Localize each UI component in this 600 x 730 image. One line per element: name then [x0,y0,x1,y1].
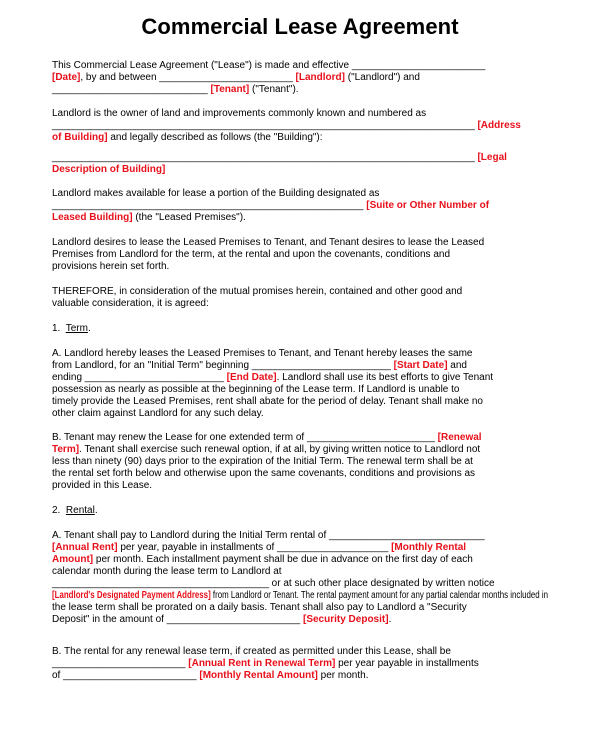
text-segment: per month. Each installment payment shall be due in advance on the first day of each [93,554,473,565]
text-segment: ________________________ [52,658,189,669]
placeholder-field-label: [Address [477,120,521,131]
text-line [52,602,467,614]
text-segment: calendar month during the lease term to Landlord at [52,566,282,577]
text-segment: per year payable in installments [335,658,479,669]
placeholder-field-label: [Suite or Other Number of [366,200,490,211]
text-segment: ____________________________________________________________________________ [52,120,478,131]
text-segment: per year, payable in installments of ____________________ [117,542,392,553]
placeholder-field-label: Term] [52,444,80,455]
text-line [52,590,548,602]
text-segment: B. Tenant may renew the Lease for one extended term of _______________________ [52,432,438,443]
text-line [52,396,483,408]
text-line [52,384,459,396]
text-segment: . [388,614,392,625]
text-segment: A. Landlord hereby leases the Leased Premises to Tenant, and Tenant hereby leases the same [52,348,473,359]
text-line [52,348,472,360]
text-segment: ________________________________________________________ [52,200,367,211]
text-line [52,658,479,670]
text-segment: ("Tenant"). [249,84,299,95]
text-line [52,578,495,590]
placeholder-field-label: [Monthly Rental Amount] [199,670,318,681]
text-segment: Landlord makes available for lease a portion of the Building designated as [52,188,380,199]
text-segment: Landlord desires to lease the Leased Premises to Tenant, and Tenant desires to lease the Leased [52,237,485,248]
text-line [52,249,450,261]
text-line [52,261,169,273]
text-segment: B. The rental for any renewal lease term, if created as permitted under this Lease, shall be [52,646,451,657]
text-segment: . [94,505,98,516]
text-segment: ____________________________________________________________________________ [52,152,478,163]
text-line [52,372,493,384]
text-line [52,360,467,372]
text-line [52,444,480,456]
text-segment: This Commercial Lease Agreement ("Lease") is made and effective ________________________ [52,60,486,71]
text-segment: less than ninety (90) days prior to the expiration of the Initial Term. The renewal term shall be at [52,456,473,467]
text-line [52,670,368,682]
text-segment: from Landlord or Tenant. The rental payment amount for any partial calendar months included in [210,590,549,601]
placeholder-field-label: [Renewal [437,432,482,443]
text-segment: 2. [52,505,66,516]
text-segment: 1. [52,323,66,334]
text-line [52,408,264,420]
text-line [52,298,209,310]
text-line [52,237,484,249]
placeholder-field-label: Description of Building] [52,164,166,175]
text-segment: per month. [317,670,369,681]
section-heading: Term [65,323,88,334]
text-segment: Landlord is the owner of land and improvements commonly known and numbered as [52,108,427,119]
text-line [52,60,485,72]
text-line [52,152,507,164]
placeholder-field-label: [Landlord] [295,72,345,83]
text-segment: A. Tenant shall pay to Landlord during the Initial Term rental of ____________________________ [52,530,485,541]
text-segment: the rental set forth below and otherwise upon the same covenants, conditions and provisions as [52,468,476,479]
text-line [52,212,246,224]
placeholder-field-label: of Building] [52,132,108,143]
text-segment: ("Landlord") and [344,72,420,83]
text-segment: possession as nearly as possible at the beginning of the Lease term. If Landlord is unable to [52,384,460,395]
placeholder-field-label: [Security Deposit] [302,614,389,625]
text-segment: . Landlord shall use its best efforts to give Tenant [276,372,494,383]
placeholder-field-label: [Landlord's Designated Payment Address] [52,590,211,601]
text-segment: Premises from Landlord for the term, at the rental and upon the covenants, conditions and [52,249,451,260]
text-line [52,286,462,298]
text-segment: ____________________________ [52,84,211,95]
text-segment: provided in this Lease. [52,480,153,491]
document-title: Commercial Lease Agreement [141,14,459,39]
text-line [52,188,379,200]
text-line [52,566,282,578]
text-line [52,72,420,84]
text-line [52,120,521,132]
text-segment: . Tenant shall exercise such renewal option, if at all, by giving written notice to Landlord not [79,444,481,455]
text-segment: of ________________________ [52,670,200,681]
placeholder-field-label: [Annual Rent in Renewal Term] [188,658,336,669]
text-line [52,505,98,517]
placeholder-field-label: [Date] [52,72,81,83]
text-line [52,554,473,566]
text-segment: , by and between ________________________ [80,72,296,83]
text-segment: . [87,323,91,334]
text-segment: and [447,360,467,371]
text-segment: and legally described as follows (the "Building"): [107,132,323,143]
text-line [52,456,473,468]
text-line [52,164,165,176]
text-segment: from Landlord, for an "Initial Term" beginning _________________________ [52,360,394,371]
text-line [52,84,299,96]
placeholder-field-label: [End Date] [226,372,277,383]
text-line [52,542,466,554]
text-segment: other claim against Landlord for any such delay. [52,408,264,419]
text-line [52,132,323,144]
placeholder-field-label: [Legal [477,152,507,163]
placeholder-field-label: [Annual Rent] [52,542,118,553]
text-line [52,480,152,492]
text-segment: THEREFORE, in consideration of the mutual promises herein, contained and other good and [52,286,463,297]
placeholder-field-label: Leased Building] [52,212,133,223]
placeholder-field-label: [Monthly Rental [391,542,467,553]
text-line [52,432,482,444]
section-heading: Rental [65,505,95,516]
text-segment: Deposit" in the amount of ________________________ [52,614,303,625]
text-segment: _______________________________________ or at such other place designated by written notice [52,578,495,589]
text-line [52,323,91,335]
text-line [52,108,426,120]
placeholder-field-label: [Tenant] [210,84,250,95]
text-segment: valuable consideration, it is agreed: [52,298,209,309]
placeholder-field-label: Amount] [52,554,94,565]
text-line [52,646,451,658]
text-segment: (the "Leased Premises"). [132,212,246,223]
text-segment: ending _________________________ [52,372,227,383]
text-segment: provisions herein set forth. [52,261,170,272]
text-line [52,614,391,626]
text-line [52,530,485,542]
text-line [52,468,475,480]
placeholder-field-label: [Start Date] [393,360,448,371]
text-line [52,200,489,212]
text-segment: timely provide the Leased Premises, rent shall abate for the period of delay. Tenant shall make no [52,396,483,407]
text-segment: the lease term shall be prorated on a daily basis. Tenant shall also pay to Landlord a "Security [52,602,467,613]
